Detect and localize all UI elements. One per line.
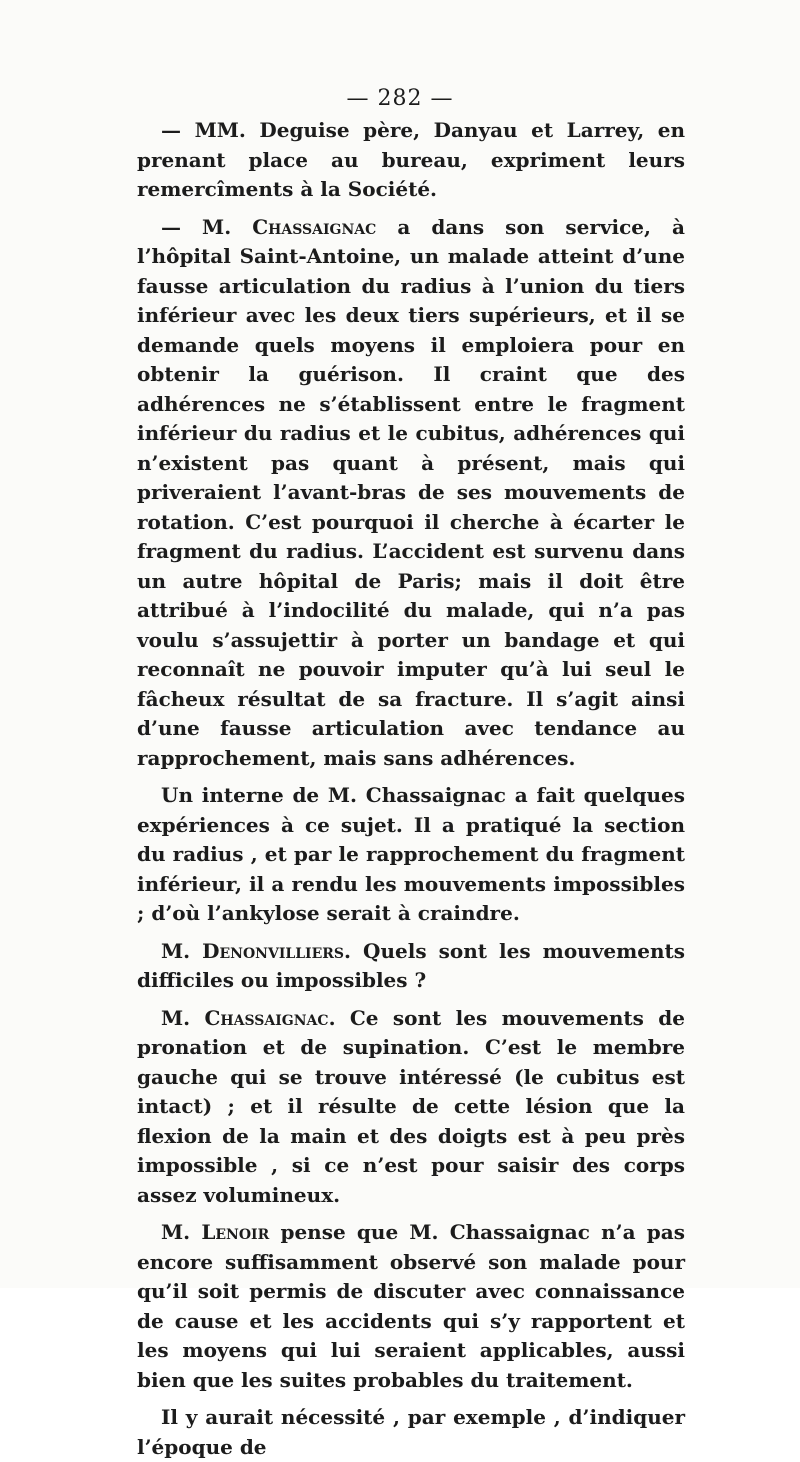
speaker-name: Chassaignac [252,214,377,239]
paragraph-text: M. [161,938,203,963]
paragraph-chassaignac-reply [137,1004,685,1211]
paragraph-text: Il y aurait nécessité , par exemple , d’indiquer l’époque de [137,1405,685,1459]
paragraph-text: M. [161,1220,202,1244]
speaker-name: Lenoir [201,1220,270,1244]
paragraph-text: pense que M. Chassaignac n’a pas encore suffisamment observé son malade pour qu’il soit permis de discuter avec connaissance de cause et les accidents qui s’y rapportent et les moyens qui lui seraient applicables, aussi bien que les suites probables du traitement. [137,1220,685,1392]
speaker-name: Denonvilliers [202,938,345,963]
paragraph-text: Un interne de M. Chassaignac a fait quelques expériences à ce sujet. Il a pratiqué la section du radius , et par le rapprochement du fragment inférieur, il a rendu les mouvements impossibles ; d’où l’ankylose serait à craindre. [137,783,685,925]
paragraph-text: . Ce sont les mouvements de pronation et de supination. C’est le membre gauche qui se trouve intéressé (le cubitus est intact) ; et il résulte de cette lésion que la flexion de la main et des doigts est à peu près impossible , si ce n’est pour saisir des corps assez volumineux. [137,1005,685,1207]
paragraph-necessite [137,1403,685,1462]
paragraph-thanks [137,116,685,205]
paragraph-lenoir [137,1218,685,1395]
paragraph-denonvilliers [137,937,685,996]
page-body [137,116,685,1462]
paragraph-chassaignac-case [137,213,685,774]
page-number: — 282 — [346,86,454,111]
paragraph-text: — MM. Deguise père, Danyau et Larrey, en prenant place au bureau, expriment leurs remercîments à la Société. [137,118,685,201]
paragraph-text: a dans son service, à l’hôpital Saint-Antoine, un malade atteint d’une fausse articulation du radius à l’union du tiers inférieur avec les deux tiers supérieurs, et il se demande quels moyens il emploiera pour en obtenir la guérison. Il craint que des adhérences ne s’établissent entre le fragment inférieur du radius et le cubitus, adhérences qui n’existent pas quant à présent, mais qui priveraient l’avant-bras de ses mouvements de rotation. C’est pourquoi il cherche à écarter le fragment du radius. L’accident est survenu dans un autre hôpital de Paris; mais il doit être attribué à l’indocilité du malade, qui n’a pas voulu s’assujettir à porter un bandage et qui reconnaît ne pouvoir imputer qu’à lui seul le fâcheux résultat de sa fracture. Il s’agit ainsi d’une fausse articulation avec tendance au rapprochement, mais sans adhérences. [137,214,685,770]
paragraph-interne [137,781,685,929]
speaker-name: Chassaignac [204,1005,329,1030]
paragraph-text: — M. [161,214,253,239]
paragraph-text: M. [161,1005,205,1030]
paragraph-text: . Quels sont les mouvements difficiles ou impossibles ? [137,938,685,992]
